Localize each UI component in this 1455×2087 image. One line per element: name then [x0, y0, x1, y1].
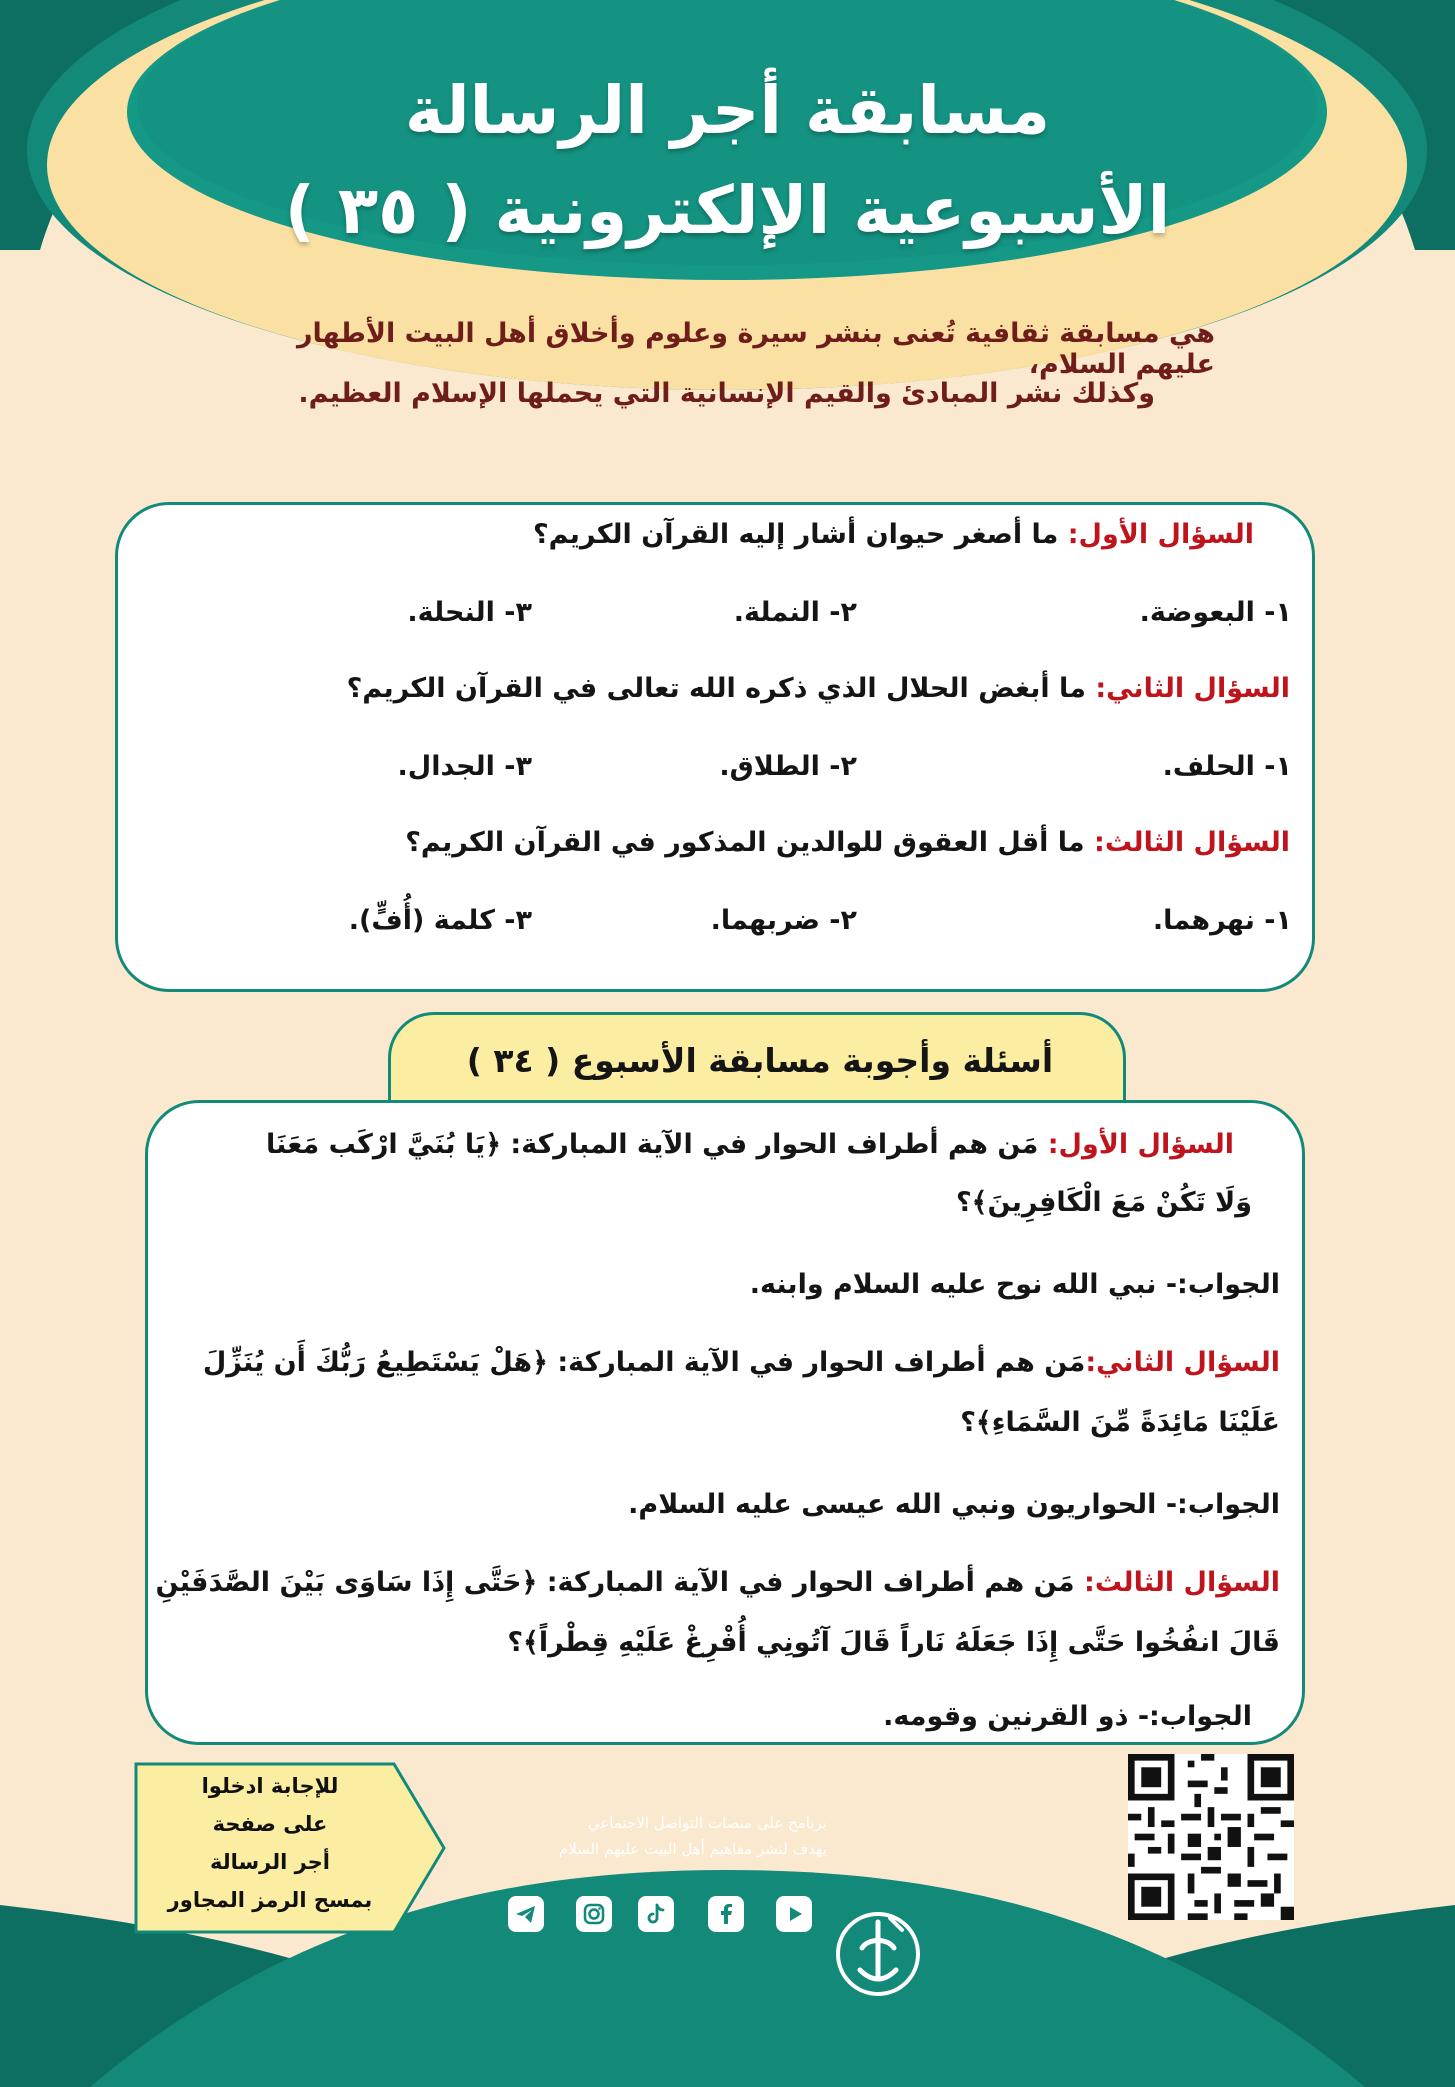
- intro-line-2: وكذلك نشر المبادئ والقيم الإنسانية التي يحملها الإسلام العظيم.: [298, 378, 1155, 409]
- answer-item-3-line-1: [155, 1567, 1280, 1598]
- question-2-option-2: ٢- الطلاق.: [719, 751, 857, 782]
- question-2-label: السؤال الثاني:: [1095, 673, 1290, 704]
- tiktok-icon[interactable]: [638, 1896, 674, 1932]
- cta-line-2: على صفحة: [212, 1812, 328, 1836]
- cta-pointer-box: [132, 1760, 448, 1936]
- footer-line-1: برنامج على منصات التواصل الاجتماعي: [587, 1814, 827, 1832]
- footer-line-2: يهدف لنشر مفاهيم أهل البيت عليهم السلام: [558, 1840, 827, 1858]
- question-3-option-3: ٣- كلمة (أُفٍّ).: [348, 905, 532, 936]
- cta-line-3: أجر الرسالة: [209, 1850, 330, 1874]
- question-2-option-3: ٣- الجدال.: [397, 751, 532, 782]
- question-1-option-3: ٣- النحلة.: [407, 597, 532, 628]
- youtube-icon[interactable]: [776, 1896, 812, 1932]
- question-1-text: ما أصغر حيوان أشار إليه القرآن الكريم؟: [532, 519, 1068, 550]
- question-1-option-2: ٢- النملة.: [733, 597, 857, 628]
- answer-item-3-line-2: قَالَ انفُخُوا حَتَّى إِذَا جَعَلَهُ نَاراً قَالَ آتُونِي أُفْرِغْ عَلَيْهِ قِطْراً﴾؟: [507, 1627, 1280, 1658]
- intro-line-1: هي مسابقة ثقافية تُعنى بنشر سيرة وعلوم وأخلاق أهل البيت الأطهار عليهم السلام،: [296, 318, 1215, 380]
- previous-quiz-title: أسئلة وأجوبة مسابقة الأسبوع ( ٣٤ ): [466, 1041, 1054, 1080]
- answer-item-2-question: مَن هم أطراف الحوار في الآية المباركة: ﴿هَلْ يَسْتَطِيعُ رَبُّكَ أَن يُنَزِّلَ: [202, 1347, 1086, 1378]
- question-3: [138, 827, 1290, 858]
- answer-item-3-label: السؤال الثالث:: [1084, 1567, 1280, 1598]
- answer-item-2-line-1: [168, 1347, 1280, 1378]
- answer-item-3-answer: الجواب:- ذو القرنين وقومه.: [883, 1701, 1252, 1732]
- question-1-label: السؤال الأول:: [1067, 519, 1254, 550]
- answer-item-1-line-2: وَلَا تَكُنْ مَعَ الْكَافِرِينَ﴾؟: [955, 1187, 1252, 1218]
- cta-line-1: للإجابة ادخلوا: [201, 1774, 339, 1798]
- answer-item-2-label: السؤال الثاني:: [1085, 1347, 1280, 1378]
- answer-item-2-answer: الجواب:- الحواريون ونبي الله عيسى عليه السلام.: [628, 1489, 1280, 1520]
- question-3-option-1: ١- نهرهما.: [1152, 905, 1292, 936]
- qr-code[interactable]: [1128, 1754, 1294, 1920]
- question-1: [138, 519, 1254, 550]
- instagram-icon[interactable]: [576, 1896, 612, 1932]
- answer-item-2-line-2: عَلَيْنَا مَائِدَةً مِّنَ السَّمَاءِ﴾؟: [960, 1407, 1280, 1438]
- question-2-option-1: ١- الحلف.: [1162, 751, 1292, 782]
- answer-item-1-label: السؤال الأول:: [1047, 1129, 1234, 1160]
- title-line-1: مسابقة أجر الرسالة: [404, 72, 1051, 149]
- answer-item-3-question: مَن هم أطراف الحوار في الآية المباركة: ﴿حَتَّى إِذَا سَاوَى بَيْنَ الصَّدَفَيْنِ: [155, 1567, 1085, 1598]
- current-quiz-card: [115, 502, 1315, 992]
- answer-item-1-line-1: [168, 1129, 1234, 1160]
- question-1-option-1: ١- البعوضة.: [1139, 597, 1292, 628]
- question-3-text: ما أقل العقوق للوالدين المذكور في القرآن الكريم؟: [405, 827, 1095, 858]
- program-logo: [832, 1908, 924, 2000]
- title-line-2: الأسبوعية الإلكترونية ( ٣٥ ): [284, 172, 1171, 249]
- answer-item-1-question: مَن هم أطراف الحوار في الآية المباركة: ﴿يَا بُنَيَّ ارْكَب مَعَنَا: [266, 1129, 1048, 1160]
- question-3-label: السؤال الثالث:: [1094, 827, 1290, 858]
- facebook-icon[interactable]: [708, 1896, 744, 1932]
- cta-line-4: بمسح الرمز المجاور: [167, 1888, 373, 1912]
- question-3-option-2: ٢- ضربهما.: [710, 905, 857, 936]
- telegram-icon[interactable]: [508, 1896, 544, 1932]
- answer-item-1-answer: الجواب:- نبي الله نوح عليه السلام وابنه.: [749, 1269, 1280, 1300]
- question-2-text: ما أبغض الحلال الذي ذكره الله تعالى في القرآن الكريم؟: [346, 673, 1096, 704]
- previous-quiz-card: [145, 1100, 1305, 1745]
- question-2: [138, 673, 1290, 704]
